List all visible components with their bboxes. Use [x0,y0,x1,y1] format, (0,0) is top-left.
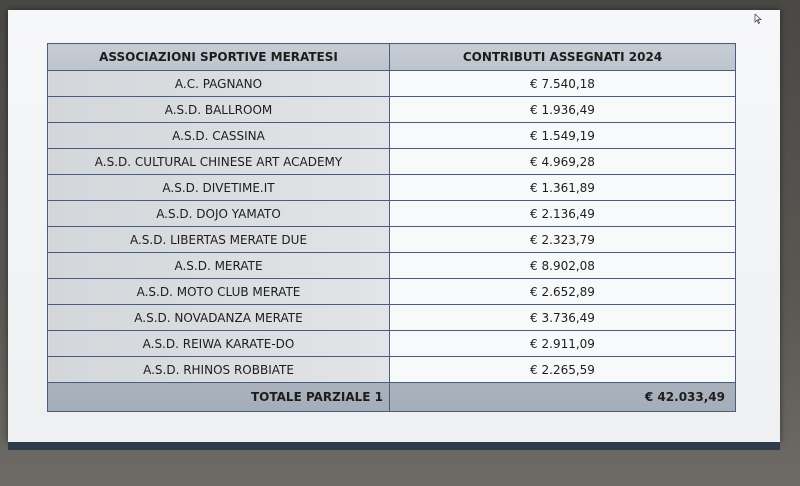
association-name-cell: A.S.D. CULTURAL CHINESE ART ACADEMY [48,149,390,175]
mouse-pointer-icon [754,14,762,24]
contribution-amount-cell: € 2.652,89 [390,279,736,305]
association-name-cell: A.S.D. REIWA KARATE-DO [48,331,390,357]
association-name-cell: A.S.D. RHINOS ROBBIATE [48,357,390,383]
association-name-cell: A.S.D. DIVETIME.IT [48,175,390,201]
contribution-amount-cell: € 4.969,28 [390,149,736,175]
contribution-amount-cell: € 1.936,49 [390,97,736,123]
column-header-contributions: CONTRIBUTI ASSEGNATI 2024 [390,44,736,71]
contributions-table [47,43,736,412]
association-name-cell: A.S.D. CASSINA [48,123,390,149]
contribution-amount-cell: € 2.911,09 [390,331,736,357]
association-name-cell: A.S.D. MERATE [48,253,390,279]
table-row [48,305,736,331]
contribution-amount-cell: € 3.736,49 [390,305,736,331]
contribution-amount-cell: € 2.323,79 [390,227,736,253]
table-header-row [48,44,736,71]
table-row [48,97,736,123]
association-name-cell: A.S.D. NOVADANZA MERATE [48,305,390,331]
association-name-cell: A.S.D. LIBERTAS MERATE DUE [48,227,390,253]
table-row [48,279,736,305]
table-row [48,227,736,253]
table-row [48,71,736,97]
table-row [48,149,736,175]
screen-bottom-bar [8,442,780,450]
total-amount: € 42.033,49 [390,383,736,412]
total-label: TOTALE PARZIALE 1 [48,383,390,412]
association-name-cell: A.S.D. BALLROOM [48,97,390,123]
column-header-associations: ASSOCIAZIONI SPORTIVE MERATESI [48,44,390,71]
table-row [48,331,736,357]
association-name-cell: A.S.D. DOJO YAMATO [48,201,390,227]
total-row [48,383,736,412]
table-row [48,357,736,383]
table-row [48,175,736,201]
association-name-cell: A.S.D. MOTO CLUB MERATE [48,279,390,305]
contribution-amount-cell: € 8.902,08 [390,253,736,279]
table-row [48,253,736,279]
contribution-amount-cell: € 1.361,89 [390,175,736,201]
association-name-cell: A.C. PAGNANO [48,71,390,97]
table-row [48,123,736,149]
contribution-amount-cell: € 1.549,19 [390,123,736,149]
contribution-amount-cell: € 7.540,18 [390,71,736,97]
table-row [48,201,736,227]
contribution-amount-cell: € 2.265,59 [390,357,736,383]
contribution-amount-cell: € 2.136,49 [390,201,736,227]
